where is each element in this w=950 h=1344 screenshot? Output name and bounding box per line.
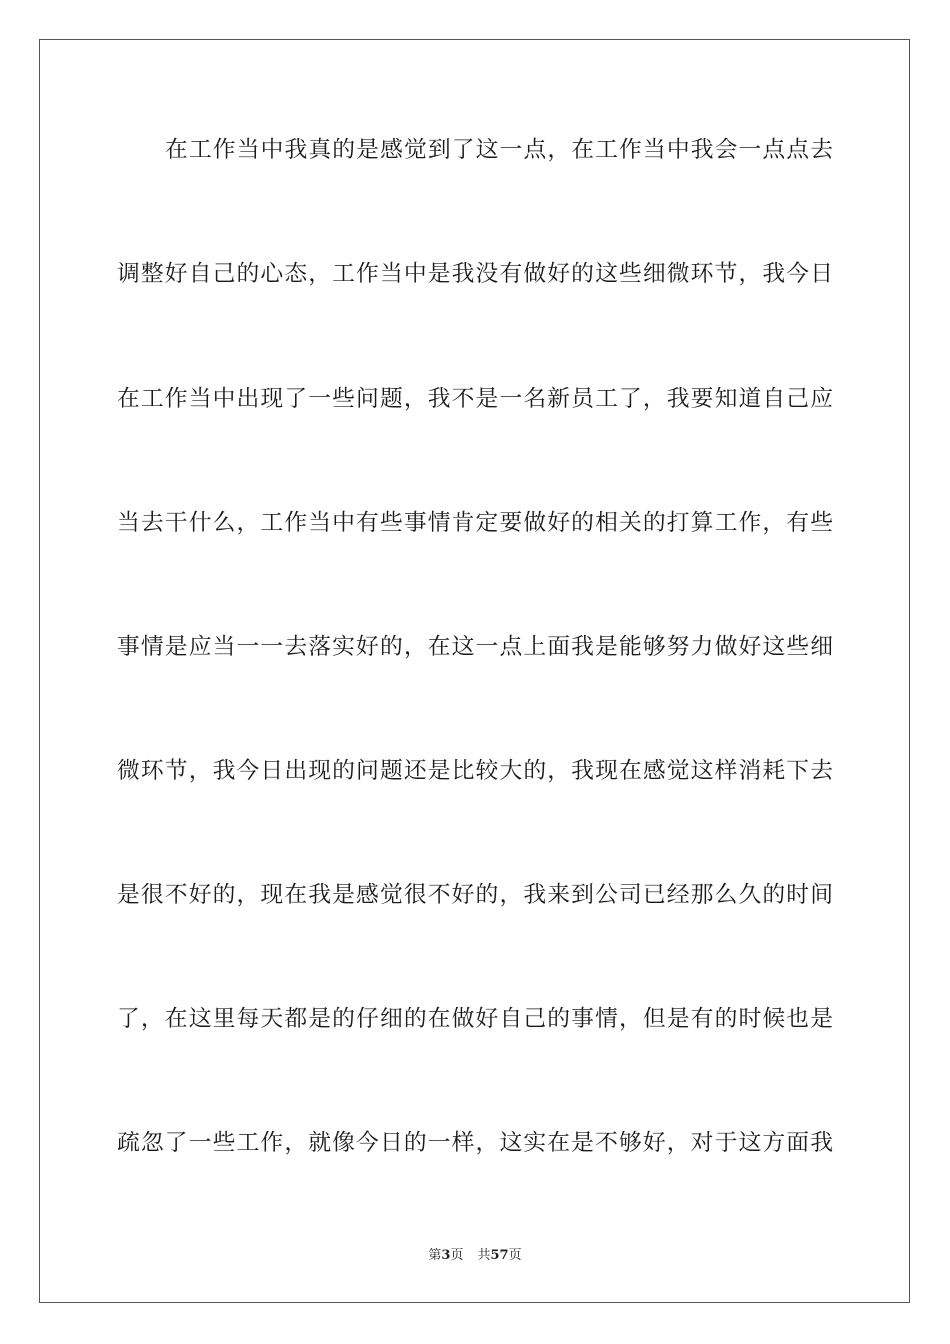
page-number: 3 bbox=[441, 1248, 451, 1263]
text-line-3: 在工作当中出现了一些问题，我不是一名新员工了，我要知道自己应 bbox=[117, 386, 833, 412]
total-suffix: 页 bbox=[508, 1248, 522, 1263]
page-footer bbox=[0, 1247, 950, 1265]
text-line-6: 微环节，我今日出现的问题还是比较大的，我现在感觉这样消耗下去 bbox=[117, 758, 833, 784]
text-line-1: 在工作当中我真的是感觉到了这一点，在工作当中我会一点点去 bbox=[165, 137, 833, 163]
text-line-4: 当去干什么，工作当中有些事情肯定要做好的相关的打算工作，有些 bbox=[117, 510, 833, 536]
text-line-5: 事情是应当一一去落实好的，在这一点上面我是能够努力做好这些细 bbox=[117, 634, 833, 660]
total-prefix: 共 bbox=[477, 1248, 491, 1263]
text-line-9: 疏忽了一些工作，就像今日的一样，这实在是不够好，对于这方面我 bbox=[117, 1130, 833, 1156]
text-line-7: 是很不好的，现在我是感觉很不好的，我来到公司已经那么久的时间 bbox=[117, 882, 833, 908]
page-suffix: 页 bbox=[450, 1248, 464, 1263]
page-border bbox=[39, 39, 910, 1303]
page-prefix: 第 bbox=[428, 1248, 442, 1263]
text-line-8: 了，在这里每天都是的仔细的在做好自己的事情，但是有的时候也是 bbox=[117, 1006, 833, 1032]
text-line-2: 调整好自己的心态，工作当中是我没有做好的这些细微环节，我今日 bbox=[117, 261, 833, 287]
total-pages: 57 bbox=[490, 1248, 509, 1263]
